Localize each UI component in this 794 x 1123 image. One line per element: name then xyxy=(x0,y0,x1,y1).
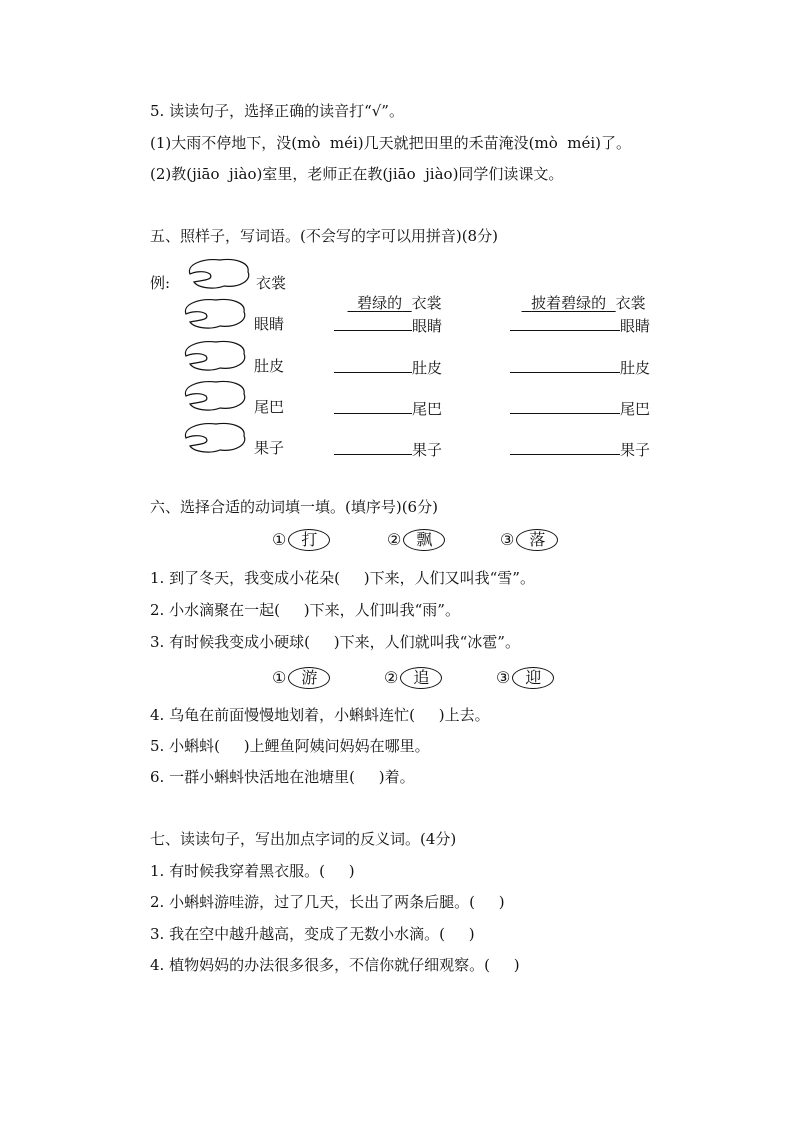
example-right-noun: 衣裳 xyxy=(615,294,646,312)
row-4-mid-noun: 果子 xyxy=(412,441,443,459)
row-1-noun: 眼睛 xyxy=(254,315,285,333)
row-3-right xyxy=(510,397,650,419)
row-2-right-noun: 肚皮 xyxy=(620,359,651,377)
row-4-right-blank[interactable] xyxy=(510,438,620,455)
row-3-mid xyxy=(334,397,442,419)
row-3-right-blank[interactable] xyxy=(510,397,620,414)
cloud-blank-3[interactable] xyxy=(180,378,252,414)
s6-item-1: 1. 到了冬天，我变成小花朵( )下来，人们又叫我“雪”。 xyxy=(150,569,535,587)
row-1-right-noun: 眼睛 xyxy=(620,317,651,335)
row-3-mid-noun: 尾巴 xyxy=(412,400,443,418)
q5-sentence-2: (2)教(jiāo jiào)室里，老师正在教(jiāo jiào)同学们读课文。 xyxy=(150,165,564,183)
row-2-right-blank[interactable] xyxy=(510,356,620,373)
row-1-mid xyxy=(334,314,442,336)
verb-word-ring: 飘 xyxy=(403,529,445,551)
example-mid xyxy=(338,273,442,313)
row-2-mid-blank[interactable] xyxy=(334,356,412,373)
verb-option-3: ③ 落 xyxy=(500,529,558,551)
verb-word-ring: 游 xyxy=(288,667,330,689)
cloud-blank-4[interactable] xyxy=(180,420,252,456)
row-2-right xyxy=(510,356,650,378)
s6-item-3: 3. 有时候我变成小硬球( )下来，人们就叫我“冰雹”。 xyxy=(150,633,520,651)
example-mid-fill: 碧绿的 xyxy=(357,294,403,312)
example-mid-noun: 衣裳 xyxy=(411,294,442,312)
cloud-blank-example xyxy=(184,256,254,292)
row-2-noun: 肚皮 xyxy=(254,357,285,375)
row-4-mid xyxy=(334,438,442,460)
verb-option-4: ① 游 xyxy=(272,667,330,689)
verb-word-ring: 打 xyxy=(288,529,330,551)
s7-item-4: 4. 植物妈妈的办法很多很多，不信你就仔细观察。( ) xyxy=(150,956,520,974)
row-4-mid-blank[interactable] xyxy=(334,438,412,455)
verb-option-1: ① 打 xyxy=(272,529,330,551)
s7-item-1: 1. 有时候我穿着黑衣服。( ) xyxy=(150,862,355,880)
cloud-blank-1[interactable] xyxy=(180,296,252,332)
row-1-right xyxy=(510,314,650,336)
row-3-right-noun: 尾巴 xyxy=(620,400,651,418)
row-2-mid-noun: 肚皮 xyxy=(412,359,443,377)
verb-option-6: ③ 迎 xyxy=(496,667,554,689)
verb-word-ring: 迎 xyxy=(512,667,554,689)
example-noun: 衣裳 xyxy=(256,274,287,292)
row-1-mid-noun: 眼睛 xyxy=(412,317,443,335)
s7-item-2: 2. 小蝌蚪游哇游，过了几天，长出了两条后腿。( ) xyxy=(150,893,505,911)
row-2-mid xyxy=(334,356,442,378)
q5-sentence-1: (1)大雨不停地下，没(mò méi)几天就把田里的禾苗淹没(mò méi)了。 xyxy=(150,134,632,152)
example-label: 例: xyxy=(150,274,171,292)
q5-title: 5. 读读句子，选择正确的读音打“√”。 xyxy=(150,102,404,120)
s6-item-5: 5. 小蝌蚪( )上鲤鱼阿姨问妈妈在哪里。 xyxy=(150,737,430,755)
section-6-title: 六、选择合适的动词填一填。(填序号)(6分) xyxy=(150,498,438,516)
row-1-right-blank[interactable] xyxy=(510,314,620,331)
s7-item-3: 3. 我在空中越升越高，变成了无数小水滴。( ) xyxy=(150,925,475,943)
s6-item-4: 4. 乌龟在前面慢慢地划着，小蝌蚪连忙( )上去。 xyxy=(150,706,490,724)
verb-word-ring: 落 xyxy=(516,529,558,551)
row-3-noun: 尾巴 xyxy=(254,398,285,416)
row-4-right xyxy=(510,438,650,460)
row-4-right-noun: 果子 xyxy=(620,441,651,459)
row-1-mid-blank[interactable] xyxy=(334,314,412,331)
verb-word-ring: 追 xyxy=(400,667,442,689)
verb-option-2: ② 飘 xyxy=(387,529,445,551)
example-right-fill: 披着碧绿的 xyxy=(531,294,607,312)
row-3-mid-blank[interactable] xyxy=(334,397,412,414)
s6-item-6: 6. 一群小蝌蚪快活地在池塘里( )着。 xyxy=(150,768,415,786)
section-5-title: 五、照样子，写词语。(不会写的字可以用拼音)(8分) xyxy=(150,227,498,245)
s6-item-2: 2. 小水滴聚在一起( )下来，人们叫我“雨”。 xyxy=(150,601,460,619)
cloud-blank-2[interactable] xyxy=(180,338,252,374)
verb-option-5: ② 追 xyxy=(384,667,442,689)
example-right xyxy=(512,273,646,313)
section-7-title: 七、读读句子，写出加点字词的反义词。(4分) xyxy=(150,830,457,848)
row-4-noun: 果子 xyxy=(254,439,285,457)
